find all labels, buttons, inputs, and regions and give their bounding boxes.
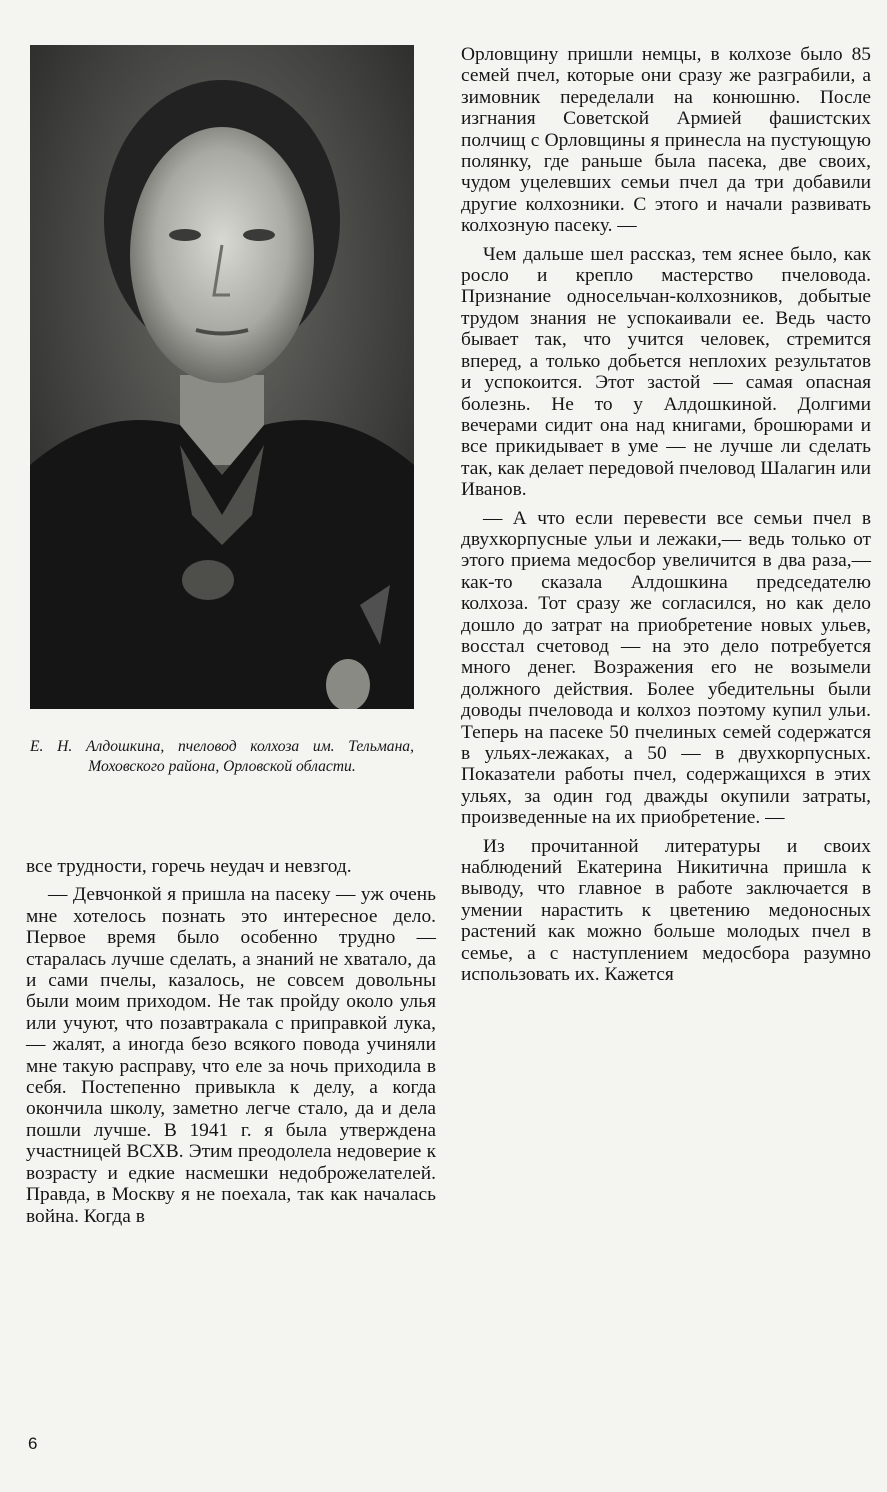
paragraph: Чем дальше шел рассказ, тем яснее было, как росло и крепло мастерство пчеловода. Признание односельчан-колхозников, добытые трудом знания не успокаивали ее. Ведь часто бывает так, что учится человек, стремится вперед, а только добьется неплохих результатов и успокоится. Этот застой — самая опасная болезнь. Не то у Алдошкиной. Долгими вечерами сидит она над книгами, брошюрами и все прикидывает в уме — не лучше ли сделать так, как делает передовой пчеловод Шалагин или Иванов. xyxy=(461,243,871,501)
portrait-photo xyxy=(30,45,414,709)
photo-caption: Е. Н. Алдошкина, пчеловод колхоза им. Тельмана, Моховского района, Орловской области. xyxy=(30,738,414,775)
portrait-photo-icon xyxy=(30,45,414,709)
right-column xyxy=(461,44,871,985)
page-number: 6 xyxy=(28,1434,38,1453)
paragraph: — Девчонкой я пришла на пасеку — уж очень мне хотелось познать это интересное дело. Первое время было особенно трудно — старалась лучше сделать, а знаний не хватало, да и сами пчелы, казалось, не совсем довольны были моим приходом. Не так пройду около улья или учуют, что позавтракала с приправкой лука, — жалят, а иногда безо всякого повода учиняли мне такую расправу, что еле за ночь приходила в себя. Постепенно привыкла к делу, а когда окончила школу, заметно легче стало, да и дела пошли лучше. В 1941 г. я была утверждена участницей ВСХВ. Этим преодолела недоверие к возрасту и едкие насмешки недоброжелателей. Правда, в Москву я не поехала, так как началась война. Когда в xyxy=(26,884,436,1227)
paragraph: все трудности, горечь неудач и невзгод. xyxy=(26,856,352,877)
left-column xyxy=(26,856,436,1227)
paragraph: Из прочитанной литературы и своих наблюдений Екатерина Никитична пришла к выводу, что главное в работе заключается в умении нарастить к цветению медоносных растений как можно больше молодых пчел в семье, а с наступлением медосбора разумно использовать их. Кажется xyxy=(461,835,871,986)
paragraph: — А что если перевести все семьи пчел в двухкорпусные ульи и лежаки,— ведь только от этого приема медосбор увеличится в два раза,— как-то сказала Алдошкина председателю колхоза. Тот сразу же согласился, но как дело дошло до затрат на приобретение новых ульев, восстал счетовод — на это дело потребуется много денег. Возражения его не возымели должного действия. Более убедительны были доводы пчеловода и колхоз поэтому купил ульи. Теперь на пасеке 50 пчелиных семей содержатся в ульях-лежаках, а 50 — в двухкорпусных. Показатели работы пчел, содержащихся в этих ульях, за один год дважды окупили затраты, произведенные на их приобретение. — xyxy=(461,507,871,829)
paragraph: Орловщину пришли немцы, в колхозе было 85 семей пчел, которые они сразу же разграбили, а зимовник переделали на конюшню. После изгнания Советской Армией фашистских полчищ с Орловщины я принесла на пустующую полянку, где раньше была пасека, две своих, чудом уцелевших семьи пчел да три добавили другие колхозники. С этого и начали развивать колхозную пасеку. — xyxy=(461,44,871,237)
